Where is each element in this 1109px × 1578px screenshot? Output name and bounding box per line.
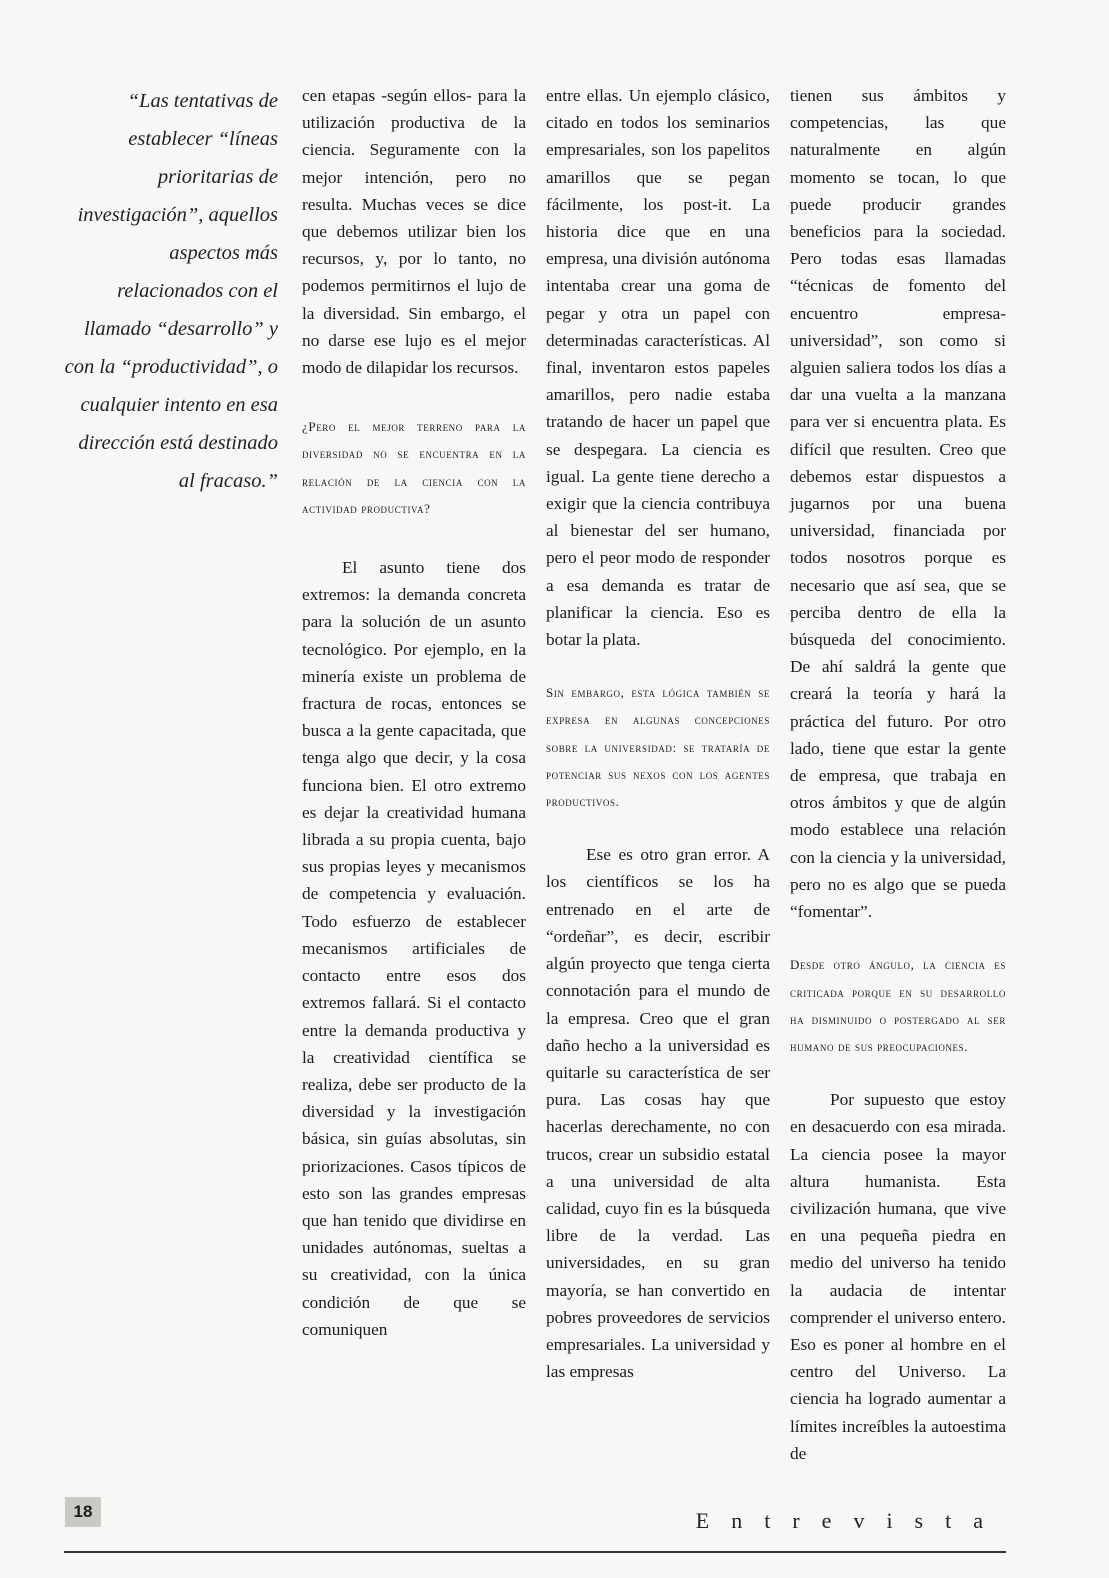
interview-question: Desde otro ángulo, la ciencia es criticada porque en su desarrollo ha disminuido o postergado al ser humano de sus preocupaciones. <box>790 957 1006 1054</box>
paragraph: El asunto tiene dos extremos: la demanda concreta para la solución de un asunto tecnológico. Por ejemplo, en la minería existe un problema de fractura de rocas, entonces se busca a la gente capacitada, que tenga algo que decir, y la cosa funciona bien. El otro extremo es dejar la creatividad humana librada a su propia cuenta, bajo sus propias leyes y mecanismos de competencia y evaluación. Todo esfuerzo de establecer mecanismos artificiales de contacto entre esos dos extremos fallará. Si el contacto entre la demanda productiva y la creatividad científica se realiza, debe ser producto de la diversidad y la investigación básica, sin guías absolutas, sin priorizaciones. Casos típicos de esto son las grandes empresas que han tenido que dividirse en unidades autónomas, sueltas a su creatividad, con la única condición de que se comuniquen <box>302 558 526 1339</box>
section-title: Entrevista <box>695 1508 1005 1533</box>
footer-rule <box>64 1551 1006 1553</box>
text-column-3 <box>790 82 1006 1467</box>
paragraph: Por supuesto que estoy en desacuerdo con esa mirada. La ciencia posee la mayor altura humanista. Esta civilización humana, que vive en una pequeña piedra en medio del universo ha tenido la audacia de intentar comprender el universo entero. Eso es poner al hombre en el centro del Universo. La ciencia ha logrado aumentar a límites increíbles la autoestima de <box>790 1090 1006 1463</box>
paragraph: entre ellas. Un ejemplo clásico, citado en todos los seminarios empresariales, son los papelitos amarillos que se pegan fácilmente, los post-it. La historia dice que en una empresa, una división autónoma intentaba crear una goma de pegar y otra un papel con determinadas características. Al final, inventaron estos papeles amarillos, pero nadie estaba tratando de hacer un papel que se despegara. La ciencia es igual. La gente tiene derecho a exigir que la ciencia contribuya al bienestar del ser humano, pero el peor modo de responder a esa demanda es tratar de planificar la ciencia. Eso es botar la plata. <box>546 86 770 650</box>
page-number: 18 <box>65 1497 101 1527</box>
text-column-1 <box>302 82 526 1343</box>
paragraph: tienen sus ámbitos y competencias, las que naturalmente en algún momento se tocan, lo que puede producir grandes beneficios para la sociedad. Pero todas esas llamadas “técnicas de fomento del encuentro empresa-universidad”, son como si alguien saliera todos los días a dar una vuelta a la manzana para ver si encuentra plata. Es difícil que resulten. Creo que debemos estar dispuestos a jugarnos por una buena universidad, financiada por todos nosotros porque es necesario que así sea, que se perciba dentro de ella la búsqueda del conocimiento. De ahí saldrá la gente que creará la teoría y hará la práctica del futuro. Por otro lado, tiene que estar la gente de empresa, que trabaja en otros ámbitos y que de algún modo establece una relación con la ciencia y la universidad, pero no es algo que se pueda “fomentar”. <box>790 86 1006 922</box>
interview-question: ¿Pero el mejor terreno para la diversidad no se encuentra en la relación de la ciencia con la actividad productiva? <box>302 419 526 516</box>
pull-quote: “Las tentativas de establecer “líneas prioritarias de investigación”, aquellos aspectos más relacionados con el llamado “desarrollo” y con la “productividad”, o cualquier intento en esa dirección está destinado al fracaso.” <box>64 90 278 492</box>
text-column-2 <box>546 82 770 1385</box>
paragraph: Ese es otro gran error. A los científicos se los ha entrenado en el arte de “ordeñar”, es decir, escribir algún proyecto que tenga cierta connotación para el mundo de la empresa. Creo que el gran daño hecho a la universidad es quitarle su característica de ser pura. Las cosas hay que hacerlas derechamente, no con trucos, crear un subsidio estatal a una universidad de alta calidad, cuyo fin es la búsqueda libre de la verdad. Las universidades, en su gran mayoría, se han convertido en pobres proveedores de servicios empresariales. La universidad y las empresas <box>546 845 770 1382</box>
interview-question: Sin embargo, esta lógica también se expresa en algunas concepciones sobre la universidad: se trataría de potenciar sus nexos con los agentes productivos. <box>546 685 770 810</box>
paragraph: cen etapas -según ellos- para la utilización productiva de la ciencia. Seguramente con la mejor intención, pero no resulta. Muchas veces se dice que debemos utilizar bien los recursos, y, por lo tanto, no podemos permitirnos el lujo de la diversidad. Sin embargo, el no darse ese lujo es el mejor modo de dilapidar los recursos. <box>302 86 526 378</box>
